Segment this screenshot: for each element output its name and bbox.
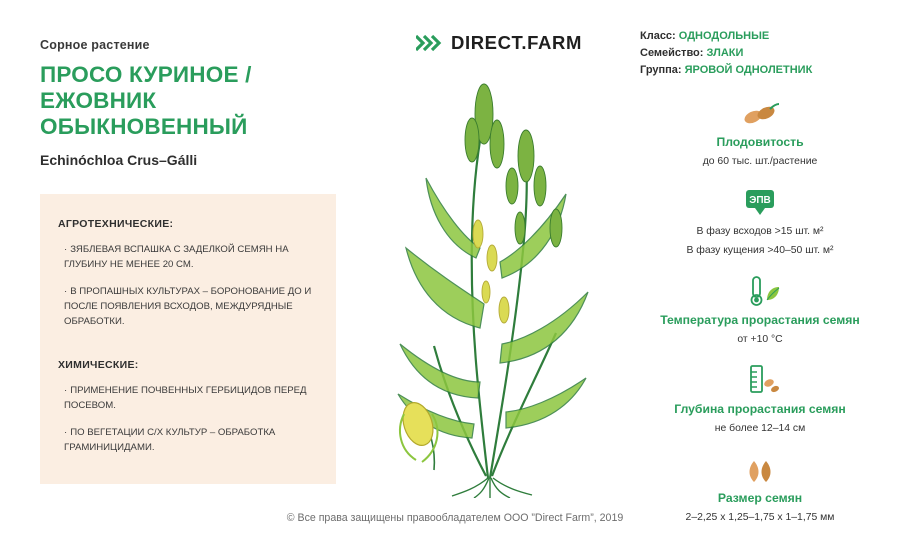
bullet-icon: · (64, 244, 68, 255)
svg-text:ЭПВ: ЭПВ (749, 195, 771, 206)
taxonomy-key: Семейство: (640, 47, 704, 59)
taxonomy-row (640, 45, 880, 62)
ruler-icon (620, 363, 900, 397)
taxonomy-row (640, 28, 880, 45)
fact-title: Глубина прорастания семян (674, 402, 846, 416)
fact-fecundity (620, 96, 900, 169)
page-title: ПРОСО КУРИНОЕ / ЕЖОВНИК ОБЫКНОВЕННЫЙ (40, 62, 252, 139)
copyright-footer: © Все права защищены правообладателем ООО ”Direct Farm”, 2019 (286, 512, 624, 524)
taxonomy-value: ЯРОВОЙ ОДНОЛЕТНИК (684, 64, 813, 76)
measures-section-chem (40, 329, 336, 455)
latin-name: Echinóchloa Crus–Gálli (40, 152, 198, 168)
measures-item (58, 242, 318, 272)
fact-title: Температура прорастания семян (660, 313, 860, 327)
control-measures-panel (40, 194, 336, 484)
fact-value: В фазу всходов >15 шт. м² (696, 226, 824, 237)
brand-name: DIRECT.FARM (451, 32, 582, 53)
facts-list (620, 96, 900, 541)
fact-germination-depth (620, 363, 900, 436)
measures-item-text: ПО ВЕГЕТАЦИИ С/Х КУЛЬТУР – ОБРАБОТКА ГРАМИНИЦИДАМИ. (64, 427, 276, 453)
fact-title: Размер семян (717, 491, 803, 505)
measures-section-agro (40, 194, 336, 329)
fact-germination-temperature (620, 274, 900, 347)
measures-section-title: АГРОТЕХНИЧЕСКИЕ: (58, 218, 174, 230)
bullet-icon: · (64, 385, 68, 396)
fact-value: от +10 °С (737, 334, 783, 345)
fact-epv (620, 185, 900, 258)
taxonomy-key: Класс: (640, 30, 676, 42)
left-header-block (40, 38, 340, 211)
taxonomy-block (640, 28, 880, 79)
taxonomy-row (640, 62, 880, 79)
measures-item-text: В ПРОПАШНЫХ КУЛЬТУРАХ – БОРОНОВАНИЕ ДО И ПОСЛЕ ПОЯВЛЕНИЯ ВСХОДОВ, МЕЖДУРЯДНЫЕ ОБРАБОТКИ. (64, 286, 312, 327)
measures-section-title: ХИМИЧЕСКИЕ: (58, 359, 139, 371)
seeds-icon (620, 96, 900, 130)
fact-title: Плодовитость (716, 135, 804, 149)
measures-item-text: ПРИМЕНЕНИЕ ПОЧВЕННЫХ ГЕРБИЦИДОВ ПЕРЕД ПОСЕВОМ. (64, 385, 307, 411)
plant-illustration (360, 78, 620, 498)
plant-category-label: Сорное растение (40, 38, 150, 52)
bullet-icon: · (64, 427, 68, 438)
fact-value: не более 12–14 см (714, 423, 806, 434)
measures-item (58, 425, 318, 455)
seed-detail (398, 399, 438, 470)
seed-size-icon (620, 452, 900, 486)
taxonomy-key: Группа: (640, 64, 682, 76)
measures-item (58, 284, 318, 329)
measures-item (58, 383, 318, 413)
fact-value: 2–2,25 x 1,25–1,75 x 1–1,75 мм (685, 512, 835, 523)
chevrons-icon (416, 34, 442, 52)
bullet-icon: · (64, 286, 68, 297)
fact-value-secondary: В фазу кущения >40–50 шт. м² (686, 245, 834, 256)
taxonomy-value: ОДНОДОЛЬНЫЕ (678, 30, 770, 42)
taxonomy-value: ЗЛАКИ (706, 47, 744, 59)
brand-logo (416, 32, 582, 54)
epv-badge-icon (620, 185, 900, 219)
fact-value: до 60 тыс. шт./растение (702, 156, 818, 167)
measures-item-text: ЗЯБЛЕВАЯ ВСПАШКА С ЗАДЕЛКОЙ СЕМЯН НА ГЛУБИНУ НЕ МЕНЕЕ 20 СМ. (64, 244, 289, 270)
thermometer-icon (620, 274, 900, 308)
